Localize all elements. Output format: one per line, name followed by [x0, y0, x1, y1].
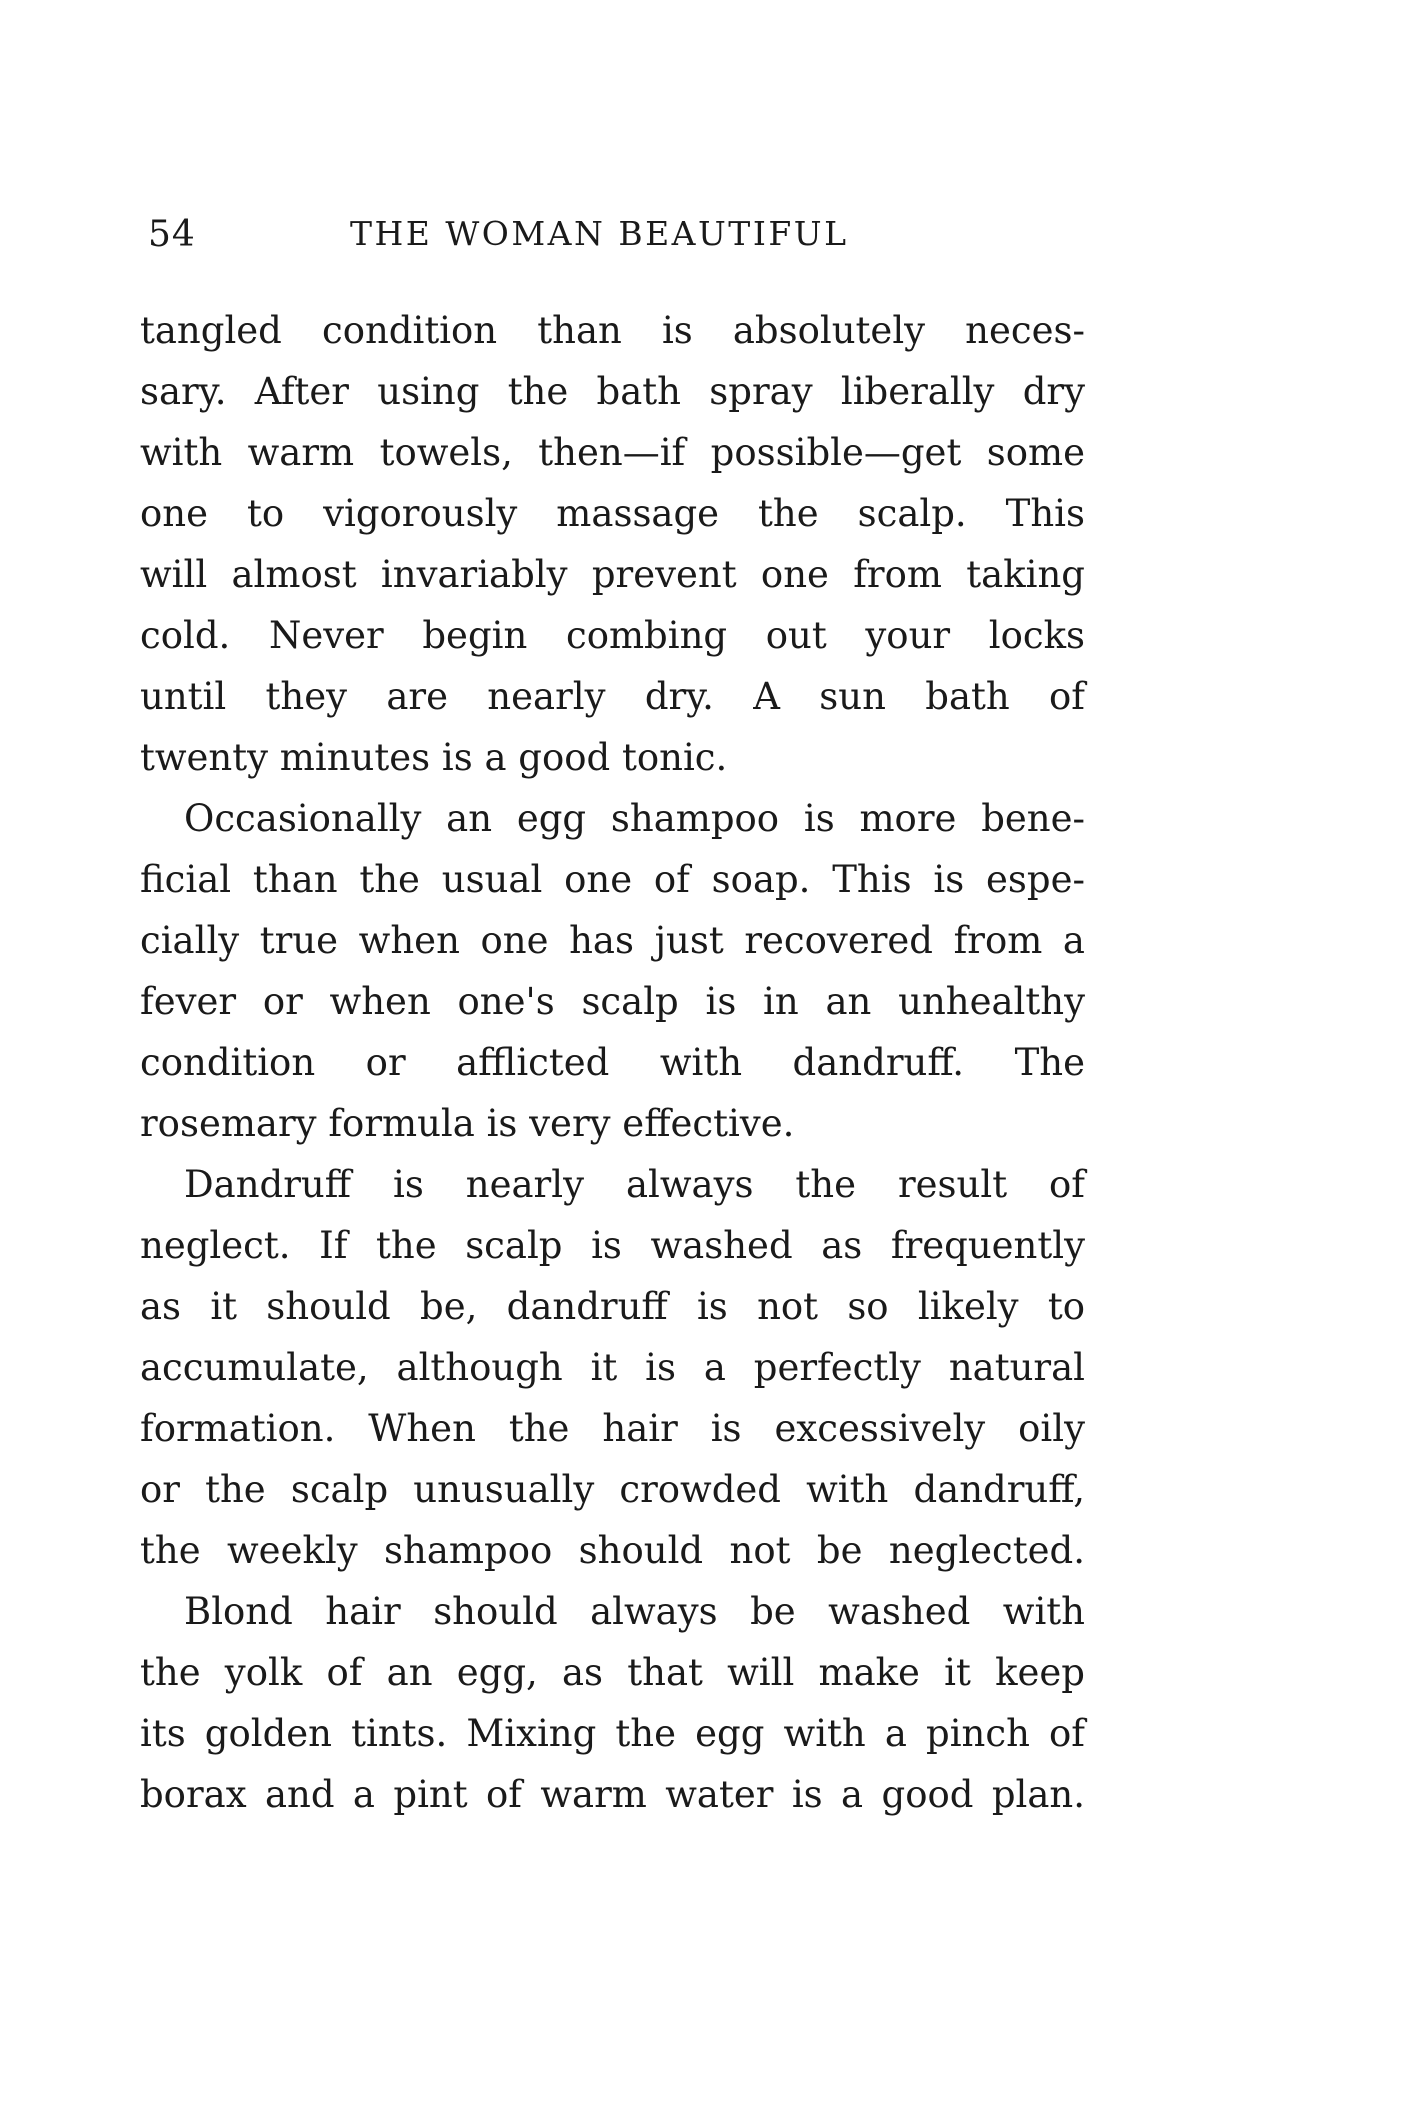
text-line: will almost invariably prevent one from taking [140, 553, 1085, 596]
text-line: twenty minutes is a good tonic. [140, 736, 728, 779]
paragraph-4 [140, 1581, 1085, 1825]
text-line: ficial than the usual one of soap. This is espe- [140, 858, 1085, 901]
paragraph-3 [140, 1154, 1085, 1581]
text-line: one to vigorously massage the scalp. This [140, 492, 1085, 535]
text-line: Occasionally an egg shampoo is more bene- [184, 797, 1085, 840]
paragraph-1 [140, 300, 1085, 788]
text-line: the weekly shampoo should not be neglected. [140, 1529, 1085, 1572]
text-line: cold. Never begin combing out your locks [140, 614, 1085, 657]
book-title: THE WOMAN BEAUTIFUL [350, 214, 849, 253]
text-line: its golden tints. Mixing the egg with a pinch of [140, 1712, 1085, 1755]
text-line: accumulate, although it is a perfectly natural [140, 1346, 1085, 1389]
text-line: Dandruff is nearly always the result of [184, 1163, 1085, 1206]
text-line: neglect. If the scalp is washed as frequently [140, 1224, 1085, 1267]
text-line: formation. When the hair is excessively oily [140, 1407, 1085, 1450]
body-text [140, 300, 1085, 1825]
running-head [148, 214, 1088, 274]
text-line: until they are nearly dry. A sun bath of [140, 675, 1085, 718]
text-line: borax and a pint of warm water is a good plan. [140, 1773, 1085, 1816]
text-line: with warm towels, then—if possible—get some [140, 431, 1085, 474]
text-line: as it should be, dandruff is not so likely to [140, 1285, 1085, 1328]
paragraph-2 [140, 788, 1085, 1154]
text-line: cially true when one has just recovered from a [140, 919, 1085, 962]
text-line: or the scalp unusually crowded with dandruff, [140, 1468, 1085, 1511]
text-line: rosemary formula is very effective. [140, 1102, 795, 1145]
text-line: Blond hair should always be washed with [184, 1590, 1085, 1633]
text-line: condition or afflicted with dandruff. The [140, 1041, 1085, 1084]
text-line: fever or when one's scalp is in an unhealthy [140, 980, 1085, 1023]
text-line: the yolk of an egg, as that will make it keep [140, 1651, 1085, 1694]
text-line: sary. After using the bath spray liberally dry [140, 370, 1085, 413]
page-number: 54 [148, 214, 196, 255]
text-line: tangled condition than is absolutely neces- [140, 309, 1085, 352]
